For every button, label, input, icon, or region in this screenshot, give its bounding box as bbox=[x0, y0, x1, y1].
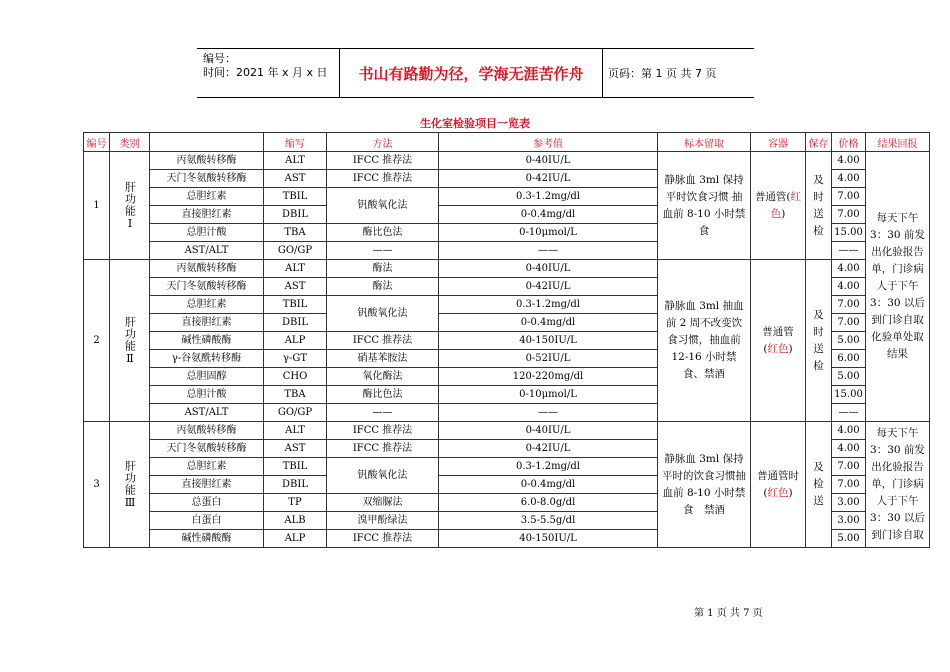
table-row bbox=[84, 260, 930, 278]
item-abbr: ALB bbox=[264, 512, 327, 530]
item-abbr: CHO bbox=[264, 368, 327, 386]
item-price: 5.00 bbox=[832, 530, 866, 548]
container-text: 普通管时 ( bbox=[757, 469, 799, 499]
item-abbr: ALT bbox=[264, 422, 327, 440]
item-reference: 0-0.4mg/dl bbox=[439, 314, 658, 332]
item-price: 4.00 bbox=[832, 278, 866, 296]
item-name: 天门冬氨酸转移酶 bbox=[150, 440, 264, 458]
header-time-label: 时间：2021 年 x 月 x 日 bbox=[203, 66, 328, 79]
item-reference: 0.3-1.2mg/dl bbox=[439, 296, 658, 314]
group-category bbox=[110, 260, 150, 422]
item-method: 钒酸氧化法 bbox=[327, 296, 439, 332]
document-header bbox=[197, 48, 754, 98]
item-price: 7.00 bbox=[832, 476, 866, 494]
header-id-label: 编号： bbox=[203, 52, 236, 65]
group-number: 1 bbox=[84, 152, 110, 260]
item-abbr: TP bbox=[264, 494, 327, 512]
item-abbr: AST bbox=[264, 170, 327, 188]
item-name: 总胆红素 bbox=[150, 296, 264, 314]
item-reference: 0-40IU/L bbox=[439, 152, 658, 170]
item-name: 总胆固醇 bbox=[150, 368, 264, 386]
item-method: IFCC 推荐法 bbox=[327, 332, 439, 350]
item-name: 总胆红素 bbox=[150, 188, 264, 206]
item-name: 天门冬氨酸转移酶 bbox=[150, 278, 264, 296]
item-price: 7.00 bbox=[832, 458, 866, 476]
item-method: 氧化酶法 bbox=[327, 368, 439, 386]
result-report: 每天下午3：30 前发出化验报告单，门诊病人于下午3：30 以后到门诊自取化验单处取结果 bbox=[866, 152, 930, 422]
item-price: 4.00 bbox=[832, 440, 866, 458]
item-reference: —— bbox=[439, 404, 658, 422]
item-abbr: AST bbox=[264, 278, 327, 296]
item-method: IFCC 推荐法 bbox=[327, 440, 439, 458]
item-reference: 0-52IU/L bbox=[439, 350, 658, 368]
category-label: 肝功能Ⅰ bbox=[123, 180, 137, 231]
item-reference: —— bbox=[439, 242, 658, 260]
item-name: 丙氨酸转移酶 bbox=[150, 152, 264, 170]
col-header-result: 结果回报 bbox=[866, 133, 930, 152]
item-name: γ-谷氨酰转移酶 bbox=[150, 350, 264, 368]
item-price: 5.00 bbox=[832, 368, 866, 386]
item-name: 白蛋白 bbox=[150, 512, 264, 530]
header-page-label: 页码：第 1 页 共 7 页 bbox=[608, 67, 717, 80]
item-method: IFCC 推荐法 bbox=[327, 422, 439, 440]
item-reference: 40-150IU/L bbox=[439, 332, 658, 350]
container-color-red: 红色 bbox=[767, 342, 789, 355]
container-color-red: 红色 bbox=[770, 190, 802, 220]
col-header-method: 方法 bbox=[327, 133, 439, 152]
item-method: 酶法 bbox=[327, 260, 439, 278]
item-abbr: TBIL bbox=[264, 458, 327, 476]
item-method: 溴甲酚绿法 bbox=[327, 512, 439, 530]
group-number: 2 bbox=[84, 260, 110, 422]
item-name: 丙氨酸转移酶 bbox=[150, 260, 264, 278]
item-price: —— bbox=[832, 242, 866, 260]
item-abbr: ALP bbox=[264, 530, 327, 548]
col-header-name bbox=[150, 133, 264, 152]
item-name: 直接胆红素 bbox=[150, 314, 264, 332]
group-number: 3 bbox=[84, 422, 110, 548]
container-text: ) bbox=[788, 486, 793, 499]
group-category bbox=[110, 422, 150, 548]
header-info bbox=[197, 49, 339, 97]
item-method: 钒酸氧化法 bbox=[327, 188, 439, 224]
group-storage: 及时送检 bbox=[806, 260, 832, 422]
item-method: 钒酸氧化法 bbox=[327, 458, 439, 494]
item-reference: 0-42IU/L bbox=[439, 440, 658, 458]
test-items-table bbox=[83, 132, 930, 548]
item-price: 4.00 bbox=[832, 170, 866, 188]
category-label: 肝功能Ⅱ bbox=[123, 315, 137, 366]
item-price: 7.00 bbox=[832, 206, 866, 224]
document-title: 生化室检验项目一览表 bbox=[420, 117, 530, 130]
table-row bbox=[84, 152, 930, 170]
item-abbr: TBA bbox=[264, 386, 327, 404]
result-report: 每天下午3：30 前发出化验报告单，门诊病人于下午3：30 以后到门诊自取 bbox=[866, 422, 930, 548]
item-name: 总胆红素 bbox=[150, 458, 264, 476]
item-abbr: TBA bbox=[264, 224, 327, 242]
item-abbr: ALP bbox=[264, 332, 327, 350]
item-abbr: AST bbox=[264, 440, 327, 458]
item-abbr: GO/GP bbox=[264, 242, 327, 260]
table-row bbox=[84, 422, 930, 440]
item-price: 4.00 bbox=[832, 260, 866, 278]
item-price: 3.00 bbox=[832, 512, 866, 530]
table-header-row bbox=[84, 133, 930, 152]
item-reference: 0-0.4mg/dl bbox=[439, 206, 658, 224]
group-storage: 及检送 bbox=[806, 422, 832, 548]
item-price: 5.00 bbox=[832, 332, 866, 350]
header-motto: 书山有路勤为径，学海无涯苦作舟 bbox=[339, 49, 603, 97]
col-header-price: 价格 bbox=[832, 133, 866, 152]
item-method: —— bbox=[327, 404, 439, 422]
col-header-container: 容器 bbox=[751, 133, 806, 152]
col-header-storage: 保存 bbox=[806, 133, 832, 152]
container-color-red: 红色 bbox=[767, 486, 789, 499]
item-method: 酶法 bbox=[327, 278, 439, 296]
item-reference: 0.3-1.2mg/dl bbox=[439, 188, 658, 206]
item-name: AST/ALT bbox=[150, 404, 264, 422]
col-header-category: 类别 bbox=[110, 133, 150, 152]
item-name: AST/ALT bbox=[150, 242, 264, 260]
group-category bbox=[110, 152, 150, 260]
item-price: 7.00 bbox=[832, 314, 866, 332]
container-text: ) bbox=[781, 207, 786, 220]
item-abbr: GO/GP bbox=[264, 404, 327, 422]
item-reference: 0-40IU/L bbox=[439, 260, 658, 278]
group-storage: 及时送检 bbox=[806, 152, 832, 260]
item-reference: 0-10μmol/L bbox=[439, 224, 658, 242]
item-name: 总胆汁酸 bbox=[150, 386, 264, 404]
item-method: 硝基苯胺法 bbox=[327, 350, 439, 368]
group-container bbox=[751, 422, 806, 548]
item-abbr: ALT bbox=[264, 152, 327, 170]
container-text: 普通管 ( bbox=[762, 325, 794, 355]
container-text: 普通管( bbox=[754, 190, 791, 203]
item-price: 7.00 bbox=[832, 188, 866, 206]
item-name: 总胆汁酸 bbox=[150, 224, 264, 242]
item-price: 7.00 bbox=[832, 296, 866, 314]
item-reference: 0-0.4mg/dl bbox=[439, 476, 658, 494]
col-header-reference: 参考值 bbox=[439, 133, 658, 152]
item-name: 直接胆红素 bbox=[150, 476, 264, 494]
item-price: 4.00 bbox=[832, 422, 866, 440]
item-reference: 3.5-5.5g/dl bbox=[439, 512, 658, 530]
group-specimen: 静脉血 3ml 保持平时的饮食习惯抽血前 8-10 小时禁食 禁酒 bbox=[658, 422, 751, 548]
item-reference: 0-10μmol/L bbox=[439, 386, 658, 404]
item-reference: 40-150IU/L bbox=[439, 530, 658, 548]
item-abbr: ALT bbox=[264, 260, 327, 278]
col-header-abbr: 缩写 bbox=[264, 133, 327, 152]
item-abbr: TBIL bbox=[264, 188, 327, 206]
item-method: IFCC 推荐法 bbox=[327, 170, 439, 188]
item-method: 酶比色法 bbox=[327, 224, 439, 242]
item-abbr: DBIL bbox=[264, 314, 327, 332]
item-price: —— bbox=[832, 404, 866, 422]
item-reference: 0.3-1.2mg/dl bbox=[439, 458, 658, 476]
group-container bbox=[751, 152, 806, 260]
item-name: 直接胆红素 bbox=[150, 206, 264, 224]
item-name: 碱性磷酸酶 bbox=[150, 530, 264, 548]
item-abbr: DBIL bbox=[264, 206, 327, 224]
col-header-no: 编号 bbox=[84, 133, 110, 152]
item-method: IFCC 推荐法 bbox=[327, 530, 439, 548]
item-price: 4.00 bbox=[832, 152, 866, 170]
page-footer: 第 1 页 共 7 页 bbox=[694, 608, 763, 619]
item-price: 15.00 bbox=[832, 386, 866, 404]
item-price: 3.00 bbox=[832, 494, 866, 512]
item-name: 总蛋白 bbox=[150, 494, 264, 512]
item-reference: 0-42IU/L bbox=[439, 170, 658, 188]
container-text: ) bbox=[788, 342, 793, 355]
item-reference: 0-42IU/L bbox=[439, 278, 658, 296]
col-header-specimen: 标本留取 bbox=[658, 133, 751, 152]
group-specimen: 静脉血 3ml 抽血前 2 周不改变饮食习惯，抽血前 12-16 小时禁食、禁酒 bbox=[658, 260, 751, 422]
item-name: 碱性磷酸酶 bbox=[150, 332, 264, 350]
item-price: 6.00 bbox=[832, 350, 866, 368]
item-abbr: TBIL bbox=[264, 296, 327, 314]
item-reference: 120-220mg/dl bbox=[439, 368, 658, 386]
item-price: 15.00 bbox=[832, 224, 866, 242]
category-label: 肝功能Ⅲ bbox=[123, 459, 137, 510]
item-abbr: DBIL bbox=[264, 476, 327, 494]
group-specimen: 静脉血 3ml 保持平时饮食习惯 抽血前 8-10 小时禁食 bbox=[658, 152, 751, 260]
item-reference: 6.0-8.0g/dl bbox=[439, 494, 658, 512]
item-method: 酶比色法 bbox=[327, 386, 439, 404]
item-method: —— bbox=[327, 242, 439, 260]
item-abbr: γ-GT bbox=[264, 350, 327, 368]
group-container bbox=[751, 260, 806, 422]
item-name: 丙氨酸转移酶 bbox=[150, 422, 264, 440]
item-method: IFCC 推荐法 bbox=[327, 152, 439, 170]
item-method: 双缩脲法 bbox=[327, 494, 439, 512]
item-reference: 0-40IU/L bbox=[439, 422, 658, 440]
item-name: 天门冬氨酸转移酶 bbox=[150, 170, 264, 188]
